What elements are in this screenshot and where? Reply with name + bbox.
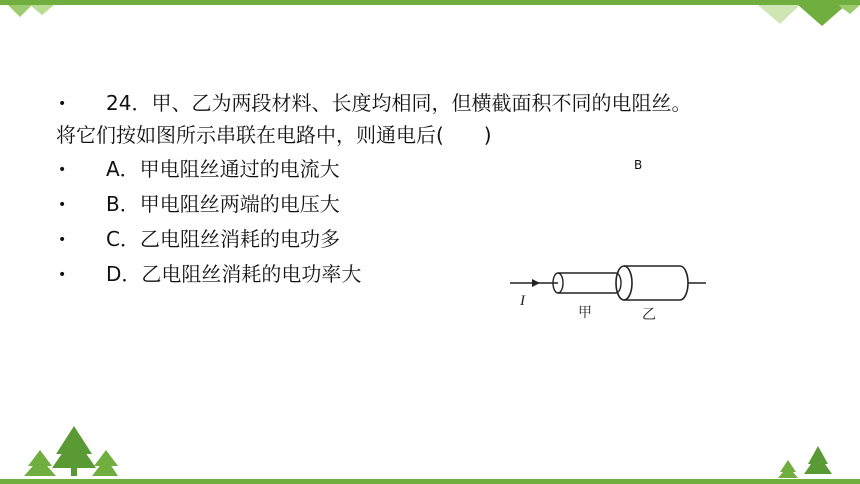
top-accent-bar [0, 0, 860, 5]
bottom-right-tree-decoration [770, 440, 840, 480]
current-label: I [520, 293, 525, 309]
option-d-bullet: • [58, 267, 67, 283]
current-arrow-icon [532, 279, 540, 287]
bottom-left-tree-decoration [18, 420, 118, 480]
option-d: D．乙电阻丝消耗的电功率大 [106, 262, 362, 286]
wire-b-left-end [616, 266, 632, 300]
resistor-wires-figure [508, 259, 708, 323]
option-c: C．乙电阻丝消耗的电功多 [106, 227, 340, 251]
option-b-bullet: • [58, 197, 67, 213]
top-right-triangle-decoration [750, 0, 860, 30]
answer-label: B [634, 158, 643, 172]
bottom-accent-bar [0, 479, 860, 484]
wire-b-label: 乙 [642, 307, 656, 323]
option-b: B．甲电阻丝两端的电压大 [106, 192, 340, 216]
top-left-triangle-decoration [0, 0, 70, 20]
question-line-1: 24．甲、乙为两段材料、长度均相同，但横截面积不同的电阻丝。 [106, 91, 692, 115]
wire-a-label: 甲 [578, 305, 592, 321]
option-c-bullet: • [58, 232, 67, 248]
wire-a-cylinder [558, 273, 616, 293]
question-line-2: 将它们按如图所示串联在电路中，则通电后( ) [56, 123, 492, 147]
option-a-bullet: • [58, 162, 67, 178]
option-a: A．甲电阻丝通过的电流大 [106, 157, 340, 181]
question-bullet: • [58, 96, 67, 112]
